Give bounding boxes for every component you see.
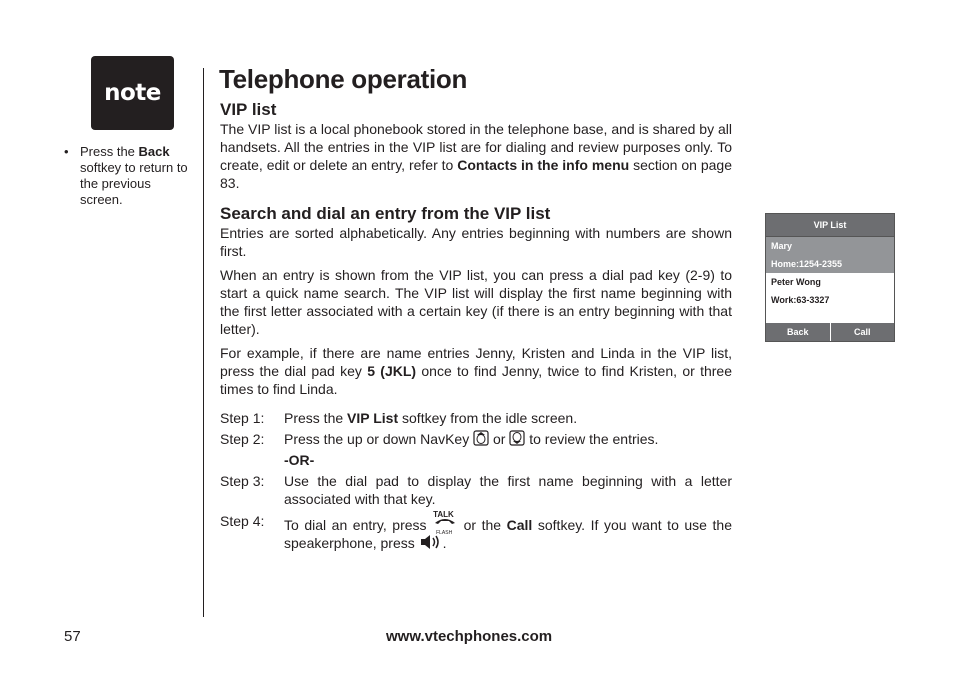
phone-screen-header: VIP List (766, 214, 894, 237)
call-softkey: Call (853, 327, 871, 337)
step-label: Step 4: (220, 513, 265, 529)
phone-screen (765, 213, 895, 342)
or-text (284, 451, 732, 469)
sidebar-note (64, 144, 194, 208)
phone-screen-row: Mary (766, 237, 894, 255)
step-body: Use the dial pad to display the first name beginning with a letter associated with that key. (284, 473, 732, 507)
vip-section (220, 100, 732, 192)
step-label: Step 1: (220, 410, 265, 426)
search-para-3-bold: 5 (JKL) (367, 363, 417, 379)
note-text-after: softkey to return to the previous screen. (80, 160, 188, 207)
search-para-3-before: For example, if there are name entries Jenny, Kristen and Linda in the VIP list, press the dial pad key (220, 345, 732, 379)
vip-heading: VIP list (220, 100, 277, 119)
search-para-2: When an entry is shown from the VIP list, you can press a dial pad key (2-9) to start a quick name search. The VIP list will display the first name beginning with the first letter associated with a certain key (if there is an entry beginning with that letter). (220, 267, 732, 337)
step-4-before: To dial an entry, press (284, 517, 433, 533)
phone-screen-row: Work:63-3327 (771, 295, 830, 305)
search-para-3-after: once to find Jenny, twice to find Kristen, or three times to find Linda. (220, 363, 732, 397)
note-text-bold: Back (138, 144, 170, 159)
step-body (284, 512, 732, 554)
phone-screen-row: Home:1254-2355 (766, 255, 894, 273)
vertical-divider (203, 68, 204, 617)
step-1-after: softkey from the idle screen. (398, 410, 578, 426)
step-2 (220, 430, 732, 450)
sidebar-note-text (80, 144, 194, 208)
step-4-after: softkey. If you want to use the speakerphone, press (284, 517, 732, 551)
search-section (220, 204, 732, 398)
step-body (284, 430, 732, 450)
phone-screen-row: Peter Wong (771, 277, 821, 287)
talk-label: TALK (433, 510, 454, 519)
step-body (284, 409, 732, 427)
step-label: Step 3: (220, 473, 265, 489)
search-heading: Search and dial an entry from the VIP list (220, 204, 551, 223)
step-2-mid: or (489, 431, 510, 447)
step-4-bold: Call (506, 517, 533, 533)
flash-label: FLASH (436, 530, 453, 536)
page-number: 57 (64, 628, 81, 645)
step-1-bold: VIP List (347, 410, 399, 426)
search-para-1: Entries are sorted alphabetically. Any entries beginning with numbers are shown first. (220, 225, 732, 259)
vip-para-text: The VIP list is a local phonebook stored in the telephone base, and is shared by all handsets. All the entries in the VIP list are for dialing and review purposes only. To create, edit or delete an entry, refer to (220, 121, 732, 173)
step-4-end: . (442, 535, 447, 551)
search-para-3 (220, 344, 732, 398)
step-4-mid: or the (458, 517, 507, 533)
vip-para-bold: Contacts in the info menu (457, 157, 630, 173)
bullet: • (64, 144, 69, 159)
back-softkey: Back (766, 323, 831, 341)
step-or (220, 451, 732, 469)
step-label: Step 2: (220, 431, 265, 447)
talk-flash-icon (432, 512, 458, 534)
navkey-down-icon (509, 430, 525, 450)
note-logo (91, 56, 174, 130)
step-2-after: to review the entries. (525, 431, 659, 447)
footer-url: www.vtechphones.com (386, 628, 553, 645)
step-1 (220, 409, 732, 427)
vip-paragraph (220, 120, 732, 192)
phone-softkey-bar (766, 323, 894, 341)
page-title: Telephone operation (219, 64, 468, 94)
or-label: -OR- (284, 452, 315, 468)
navkey-up-icon (473, 430, 489, 450)
step-3 (220, 472, 732, 508)
step-2-before: Press the up or down NavKey (284, 431, 474, 447)
step-1-before: Press the (284, 410, 348, 426)
note-logo-text: note (104, 80, 161, 106)
step-4 (220, 512, 732, 554)
note-text-before: Press the (80, 144, 139, 159)
vip-para-after: section on page 83. (220, 157, 733, 191)
